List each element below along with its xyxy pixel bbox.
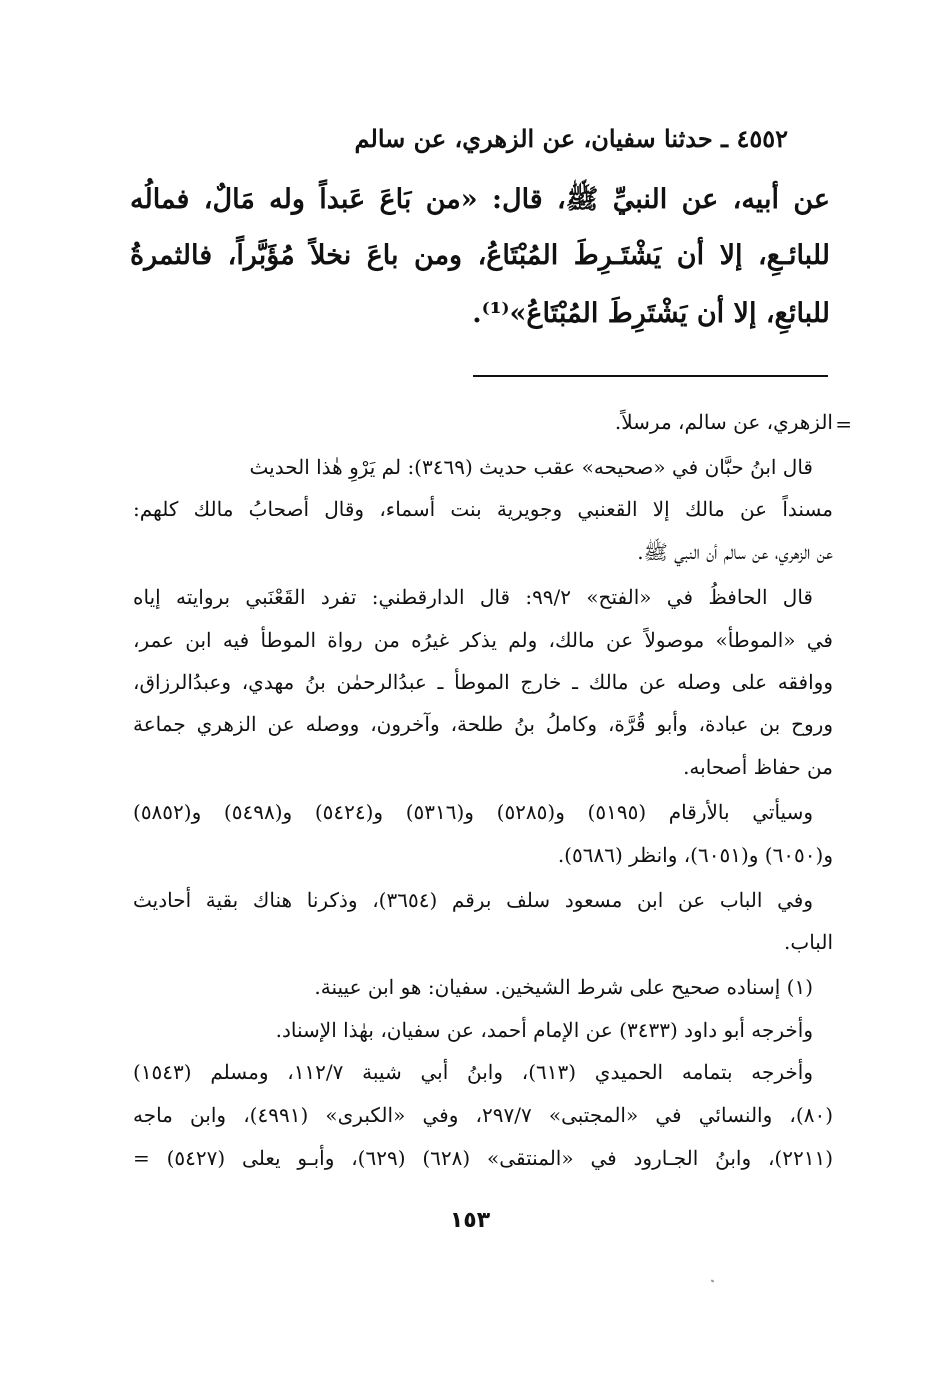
continuation-mark: = [835, 412, 852, 436]
hadith-text-line: عن أبيه، عن النبيِّ ﷺ، قال: «من بَاعَ عَبداً وله مَالٌ، فمالُه [130, 184, 830, 215]
footnote-line: ووافقه على وصله عن مالك ـ خارج الموطأ ـ عبدُالرحمٰن بنُ مهدي، وعبدُالرزاق، [133, 670, 833, 694]
footnote-line: الباب. [784, 930, 833, 954]
footnote-line: من حفاظ أصحابه. [683, 755, 833, 779]
hadith-heading: ٤٥٥٢ ـ حدثنا سفيان، عن الزهري، عن سالم [354, 124, 788, 153]
footnote-line: في «الموطأ» موصولاً عن مالك، ولم يذكر غيرُه من رواة الموطأ فيه ابن عمر، [133, 628, 833, 652]
footnote-line: وأخرجه بتمامه الحميدي (٦١٣)، وابنُ أبي شيبة ١١٢/٧، ومسلم (١٥٤٣) [133, 1060, 813, 1084]
hadith-text-line: للبائـعِ، إلا أن يَشْتَـرِطَ المُبْتَاعُ، ومن باعَ نخلاً مُؤَبَّراً، فالثمرةُ [130, 240, 830, 271]
footnote-line: و(٦٠٥٠) و(٦٠٥١)، وانظر (٥٦٨٦). [557, 843, 833, 867]
footnote-separator [473, 375, 828, 377]
hadith-text-line: للبائعِ، إلا أن يَشْتَرِطَ المُبْتَاعُ»⁽¹⁾. [472, 298, 830, 329]
footnote-line: الزهري، عن سالم، مرسلاً. [614, 410, 833, 434]
footnote-line: قال ابنُ حبَّان في «صحيحه» عقب حديث (٣٤٦٩): لم يَرْوِ هٰذا الحديث [249, 455, 813, 479]
page-number: ١٥٣ [449, 1208, 491, 1233]
footnote-line: مسنداً عن مالك إلا القعنبي وجويرية بنت أسماء، وقال أصحابُ مالك كلهم: [133, 497, 833, 521]
footnote-line: (١) إسناده صحيح على شرط الشيخين. سفيان: هو ابن عيينة. [314, 975, 813, 999]
footnote-line: (٨٠)، والنسائي في «المجتبى» ٢٩٧/٧، وفي «الكبرى» (٤٩٩١)، وابن ماجه [133, 1103, 833, 1127]
footnote-line: وفي الباب عن ابن مسعود سلف برقم (٣٦٥٤)، وذكرنا هناك بقية أحاديث [133, 888, 813, 912]
footnote-line: وسيأتي بالأرقام (٥١٩٥) و(٥٢٨٥) و(٥٣١٦) و(٥٤٢٤) و(٥٤٩٨) و(٥٨٥٢) [133, 800, 813, 824]
footnote-line: وأخرجه أبو داود (٣٤٣٣) عن الإمام أحمد، عن سفيان، بهٰذا الإسناد. [275, 1018, 813, 1042]
footnote-line: قال الحافظُ في «الفتح» ٩٩/٢: قال الدارقطني: تفرد القَعْنَبي بروايته إياه [133, 585, 813, 609]
footnote-line: (٢٢١١)، وابنُ الجـارود في «المنتقى» (٦٢٨) (٦٢٩)، وأبـو يعلى (٥٤٢٧) = [133, 1146, 833, 1170]
footnote-line: وروح بن عبادة، وأبو قُرَّة، وكاملُ بنُ طلحة، وآخرون، ووصله عن الزهري جماعة [133, 712, 833, 736]
footnote-line: عن الزهري، عن سالم أن النبي ﷺ. [637, 540, 833, 564]
scan-speck [711, 1279, 715, 1282]
